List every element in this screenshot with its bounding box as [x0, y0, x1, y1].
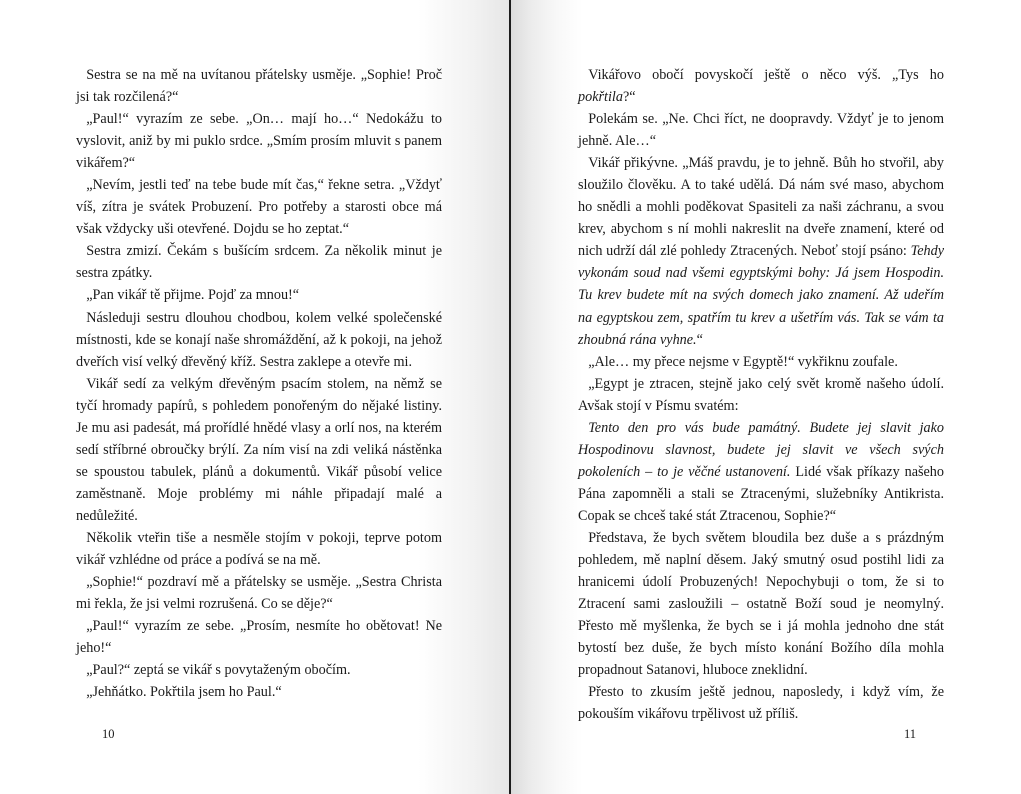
paragraph: Následuji sestru dlouhou chodbou, kolem velké společenské místnosti, kde se konají naše shromáždění, až k pokoji, na jehož dveřích visí velký dřevěný kříž. Sestra zaklepe a otevře mi. [76, 309, 442, 370]
paragraph: „Ale… my přece nejsme v Egyptě!“ vykřiknu zoufale. [588, 353, 898, 370]
left-page [0, 0, 510, 794]
text-run: Vikářovo obočí povyskočí ještě o něco výš. „Tys ho [588, 67, 944, 83]
paragraph: „Egypt je ztracen, stejně jako celý svět kromě našeho údolí. Avšak stojí v Písmu svatém: [578, 375, 944, 414]
paragraph: Vikář sedí za velkým dřevěným psacím stolem, na němž se tyčí hromady papírů, s pohledem ponořeným do nějaké listiny. Je mu asi padesát, má prořídlé hnědé vlasy a orlí nos, na kterém sedí stříbrné obroučky brýlí. Za ním visí na zdi veliká nástěnka se spoustou tabulek, plánů a dokumentů. Vikář působí velice zaměstnaně. Moje problémy mi náhle připadají malé a nedůležité. [76, 375, 442, 524]
paragraph: Sestra se na mě na uvítanou přátelsky usměje. „Sophie! Proč jsi tak rozčilená?“ [76, 67, 442, 106]
paragraph: „Paul!“ vyrazím ze sebe. „On… mají ho…“ Nedokážu to vyslovit, aniž by mi puklo srdce. „Smím prosím mluvit s panem vikářem?“ [76, 111, 442, 172]
paragraph [578, 64, 944, 108]
right-page [511, 0, 1021, 794]
paragraph: „Jehňátko. Pokřtila jsem ho Paul.“ [86, 684, 282, 701]
paragraph: Několik vteřin tiše a nesměle stojím v pokoji, teprve potom vikář vzhlédne od práce a podívá se na mě. [76, 529, 442, 569]
text-run: Lidé však příkazy našeho Pána zapomněli a stali se Ztracenými, služebníky Antikrista. Copak se chceš také stát Ztracenou, Sophie?“ [578, 463, 944, 524]
paragraph: Sestra zmizí. Čekám s bušícím srdcem. Za několik minut je sestra zpátky. [76, 243, 442, 282]
page-number-right: 11 [904, 727, 917, 741]
paragraph: „Nevím, jestli teď na tebe bude mít čas,“ řekne setra. „Vždyť víš, zítra je svátek Probuzení. Pro potřeby a starosti obce má však vždycky uši otevřené. Dojdu se ho zeptat.“ [76, 177, 442, 238]
text-run: ?“ [622, 89, 636, 106]
text-run: “ [696, 331, 703, 348]
left-page-text [76, 64, 442, 703]
page-number-left: 10 [102, 727, 115, 741]
paragraph: „Pan vikář tě přijme. Pojď za mnou!“ [86, 287, 300, 304]
scripture-quote: Tento den pro vás bude památný. Budete jej slavit jako Hospodinovu slavnost, budete jej slavit ve všech svých pokoleních – to je věčné ustanovení. [578, 419, 944, 480]
paragraph: „Sophie!“ pozdraví mě a přátelsky se usměje. „Sestra Christa mi řekla, že jsi velmi rozrušená. Co se děje?“ [76, 574, 442, 613]
paragraph: „Paul!“ vyrazím ze sebe. „Prosím, nesmíte ho obětovat! Ne jeho!“ [76, 618, 442, 657]
paragraph [578, 417, 944, 527]
paragraph: Představa, že bych světem bloudila bez duše a s prázdným pohledem, mě naplní děsem. Jaký smutný osud postihl lidi za hranicemi údolí Probuzených! Nepochybuji o tom, že si to Ztracení sami zasloužili – ostatně Boží soud je neomylný. Přesto mě myšlenka, že bych se i já mohla jednoho dne stát bytostí bez duše, že bych místo konání Božího díla mohla propadnout Satanovi, hluboce zneklidní. [578, 529, 944, 679]
scripture-quote: Tehdy vykonám soud nad všemi egyptskými bohy: Já jsem Hospodin. Tu krev budete mít na svých domech jako znamení. Až udeřím na egyptskou zem, spatřím tu krev a ušetřím vás. Tak se vám ta zhoubná rána vyhne. [578, 243, 944, 348]
paragraph: Přesto to zkusím ještě jednou, naposledy, i když vím, že pokouším vikářovu trpělivost už příliš. [578, 684, 944, 723]
paragraph: „Paul?“ zeptá se vikář s povytaženým obočím. [86, 662, 351, 679]
right-page-text [578, 64, 944, 725]
paragraph [578, 152, 944, 350]
paragraph: Polekám se. „Ne. Chci říct, ne doopravdy. Vždyť je to jenom jehně. Ale…“ [578, 111, 944, 150]
text-run: Vikář přikývne. „Máš pravdu, je to jehně. Bůh ho stvořil, aby sloužilo člověku. A to také udělá. Dá nám své maso, abychom ho snědli a mohli poděkovat Spasiteli za naši záchranu, a svou krev, abychom s ní mohli nakreslit na dveře znamení, které od nich udrží dál zlé pohledy Ztracených. Neboť stojí psáno: [578, 155, 944, 260]
emphasis-run: pokřtila [578, 89, 623, 106]
